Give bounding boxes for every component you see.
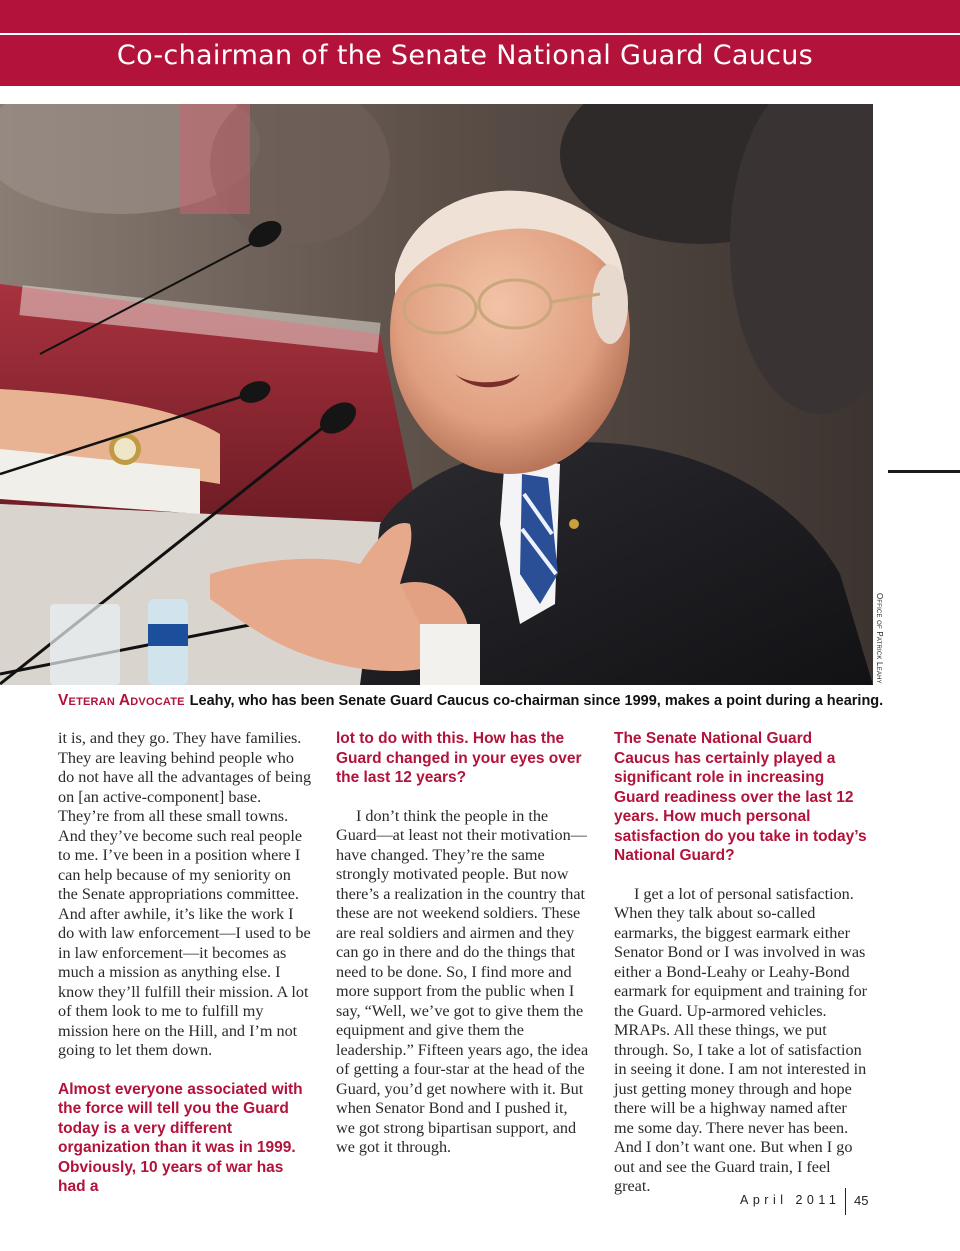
side-rule xyxy=(888,470,960,473)
section-title: Co-chairman of the Senate National Guard Caucus xyxy=(116,40,814,71)
column-3-paragraph: I get a lot of personal satisfaction. When they talk about so-called earmarks, the biggest earmark either Senator Bond or I was involved in was either a Bond-Leahy or Leahy-Bond earmark for equipment and training for the Guard. Up-armored vehicles. MRAPs. All these things, we put through. So, I take a lot of satisfaction in seeing it done. I am not interested in just getting money through and hope there will be a highway named after me some day. There never has been. And I don’t want one. But when I go out and see the Guard train, I feel great. xyxy=(614,884,868,1195)
caption-kicker: Veteran Advocate xyxy=(58,692,185,709)
column-3 xyxy=(614,729,868,1197)
photo-caption xyxy=(58,692,888,710)
column-1 xyxy=(58,729,312,1197)
photo-credit: Office of Patrick Leahy xyxy=(875,593,884,684)
column-1-question: Almost everyone associated with the force will tell you the Guard today is a very different organization than it was in 1999. Obviously, 10 years of war has had a xyxy=(58,1080,303,1195)
footer-divider xyxy=(845,1188,846,1215)
column-2 xyxy=(336,729,590,1158)
hearing-photo xyxy=(0,104,873,685)
footer-issue-date: April 2011 xyxy=(740,1193,841,1207)
caption-text: Leahy, who has been Senate Guard Caucus co-chairman since 1999, makes a point during a hearing. xyxy=(189,693,884,709)
page-number: 45 xyxy=(854,1193,869,1208)
column-2-paragraph: I don’t think the people in the Guard—at least not their motivation—have changed. They’re the same strongly motivated people. But now there’s a realization in the country that these are not weekend soldiers. These are real soldiers and airmen and they can go in there and do the things that need to be done. So, I find more and more support from the public when I say, “Well, we’ve got to give them the equipment and give them the leadership.” Fifteen years ago, the idea of getting a four-star at the head of the Guard, you’d get nowhere with it. But when Senator Bond and I pushed it, we got strong bipartisan support, and we got it through. xyxy=(336,806,589,1156)
column-1-paragraph: it is, and they go. They have families. They are leaving behind people who do not have all the advantages of being on [an active-component] base. They’re from all these small towns. And they’ve become such real people to me. I’ve been in a position where I can help because of my seniority on the Senate appropriations committee. And after awhile, it’s like the work I do with law enforcement—I used to be in law enforcement—it becomes as much a mission as anything else. I know they’ll fulfill their mission. A lot of them look to me to fulfill my mission here on the Hill, and I’m not going to let them down. xyxy=(58,729,312,1059)
header-rule xyxy=(0,33,960,35)
column-3-question: The Senate National Guard Caucus has certainly played a significant role in increasing Guard readiness over the last 12 years. How much personal satisfaction do you take in today’s National Guard? xyxy=(614,730,867,864)
column-2-question: lot to do with this. How has the Guard changed in your eyes over the last 12 years? xyxy=(336,730,582,786)
